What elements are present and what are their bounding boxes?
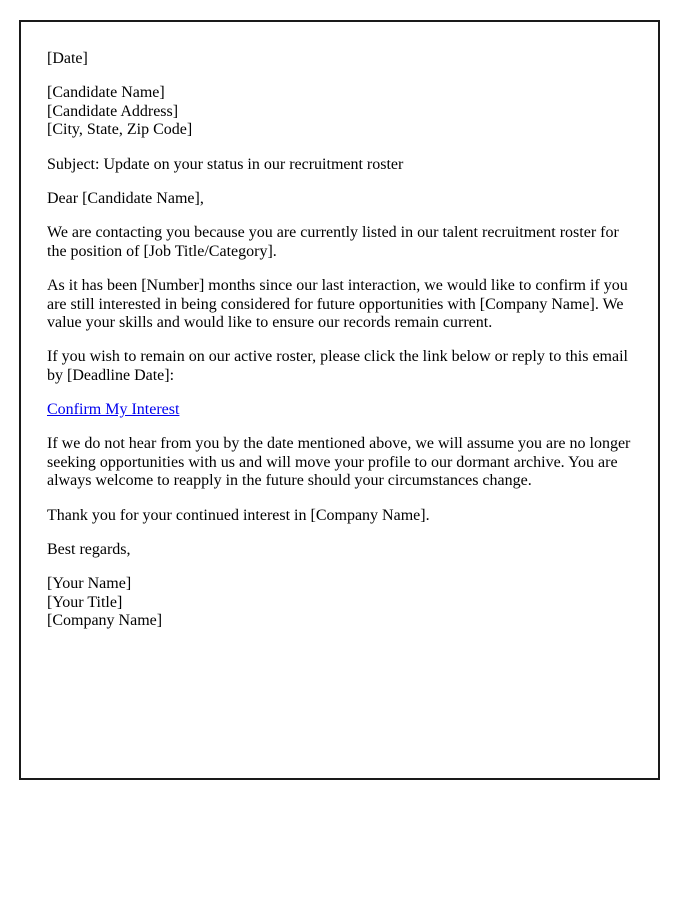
signature-company: [Company Name] [47, 612, 163, 630]
recipient-address-line: [Candidate Address] [47, 102, 179, 120]
confirm-interest-link-row [47, 401, 632, 419]
signature-block [47, 575, 632, 630]
signature-title: [Your Title] [47, 593, 123, 611]
subject-line: Subject: Update on your status in our recruitment roster [47, 155, 404, 173]
paragraph-no-response: If we do not hear from you by the date mentioned above, we will assume you are no longer seeking opportunities with us and will move your profile to our dormant archive. You are always welcome to reapply in the future should your circumstances change. [47, 435, 631, 490]
recipient-citystatezip-line: [City, State, Zip Code] [47, 121, 193, 139]
letter-page [19, 20, 660, 780]
recipient-block [47, 84, 632, 139]
recipient-name-line: [Candidate Name] [47, 84, 165, 102]
paragraph-interest-check: As it has been [Number] months since our last interaction, we would like to confirm if you are still interested in being considered for future opportunities with [Company Name]. We value your skills and would like to ensure our records remain current. [47, 277, 628, 331]
closing: Best regards, [47, 541, 131, 559]
paragraph-roster-intro: We are contacting you because you are currently listed in our talent recruitment roster for the position of [Job Title/Category]. [47, 224, 619, 260]
date-line: [Date] [47, 50, 88, 67]
confirm-interest-link[interactable]: Confirm My Interest [47, 401, 180, 419]
signature-name: [Your Name] [47, 575, 132, 593]
salutation: Dear [Candidate Name], [47, 189, 204, 207]
paragraph-thanks: Thank you for your continued interest in [Company Name]. [47, 506, 430, 524]
paragraph-cta-instructions: If you wish to remain on our active roster, please click the link below or reply to this email by [Deadline Date]: [47, 348, 628, 384]
